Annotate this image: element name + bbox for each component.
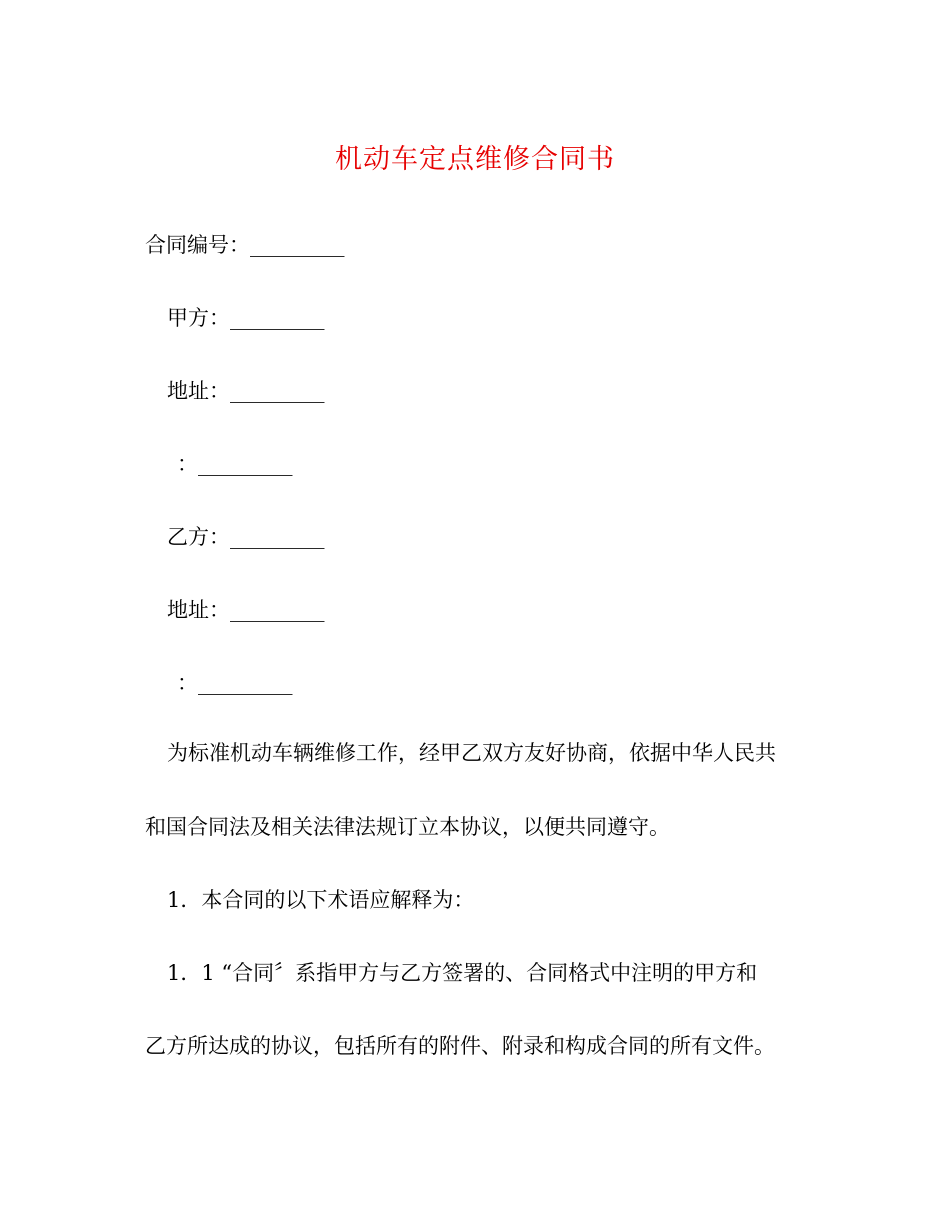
field-blank: _________ [198, 452, 293, 476]
field-label: 甲方： [167, 306, 230, 330]
field-party-a-extra [177, 449, 293, 479]
field-label: ： [177, 671, 198, 695]
field-party-b [167, 522, 325, 552]
field-label: 地址： [167, 379, 230, 403]
field-blank: _________ [250, 233, 345, 257]
paragraph-line: 1．1 “合同〞系指甲方与乙方签署的、合同格式中注明的甲方和 [167, 961, 758, 985]
field-party-b-extra [177, 668, 293, 698]
field-contract-number [145, 230, 345, 260]
field-blank: _________ [198, 671, 293, 695]
field-label: 合同编号： [145, 233, 250, 257]
field-label: 地址： [167, 598, 230, 622]
document-title: 机动车定点维修合同书 [335, 144, 615, 175]
paragraph-line: 为标准机动车辆维修工作，经甲乙双方友好协商，依据中华人民共 [167, 741, 776, 765]
field-label: ： [177, 452, 198, 476]
field-party-a-address [167, 376, 325, 406]
paragraph-line: 乙方所达成的协议，包括所有的附件、附录和构成合同的所有文件。 [145, 1034, 775, 1058]
paragraph-line: 和国合同法及相关法律法规订立本协议，以便共同遵守。 [145, 815, 670, 839]
paragraph-line: 1．本合同的以下术语应解释为： [167, 888, 475, 912]
field-blank: _________ [230, 306, 325, 330]
field-party-a [167, 303, 325, 333]
field-blank: _________ [230, 598, 325, 622]
field-blank: _________ [230, 525, 325, 549]
field-label: 乙方： [167, 525, 230, 549]
field-blank: _________ [230, 379, 325, 403]
field-party-b-address [167, 595, 325, 625]
